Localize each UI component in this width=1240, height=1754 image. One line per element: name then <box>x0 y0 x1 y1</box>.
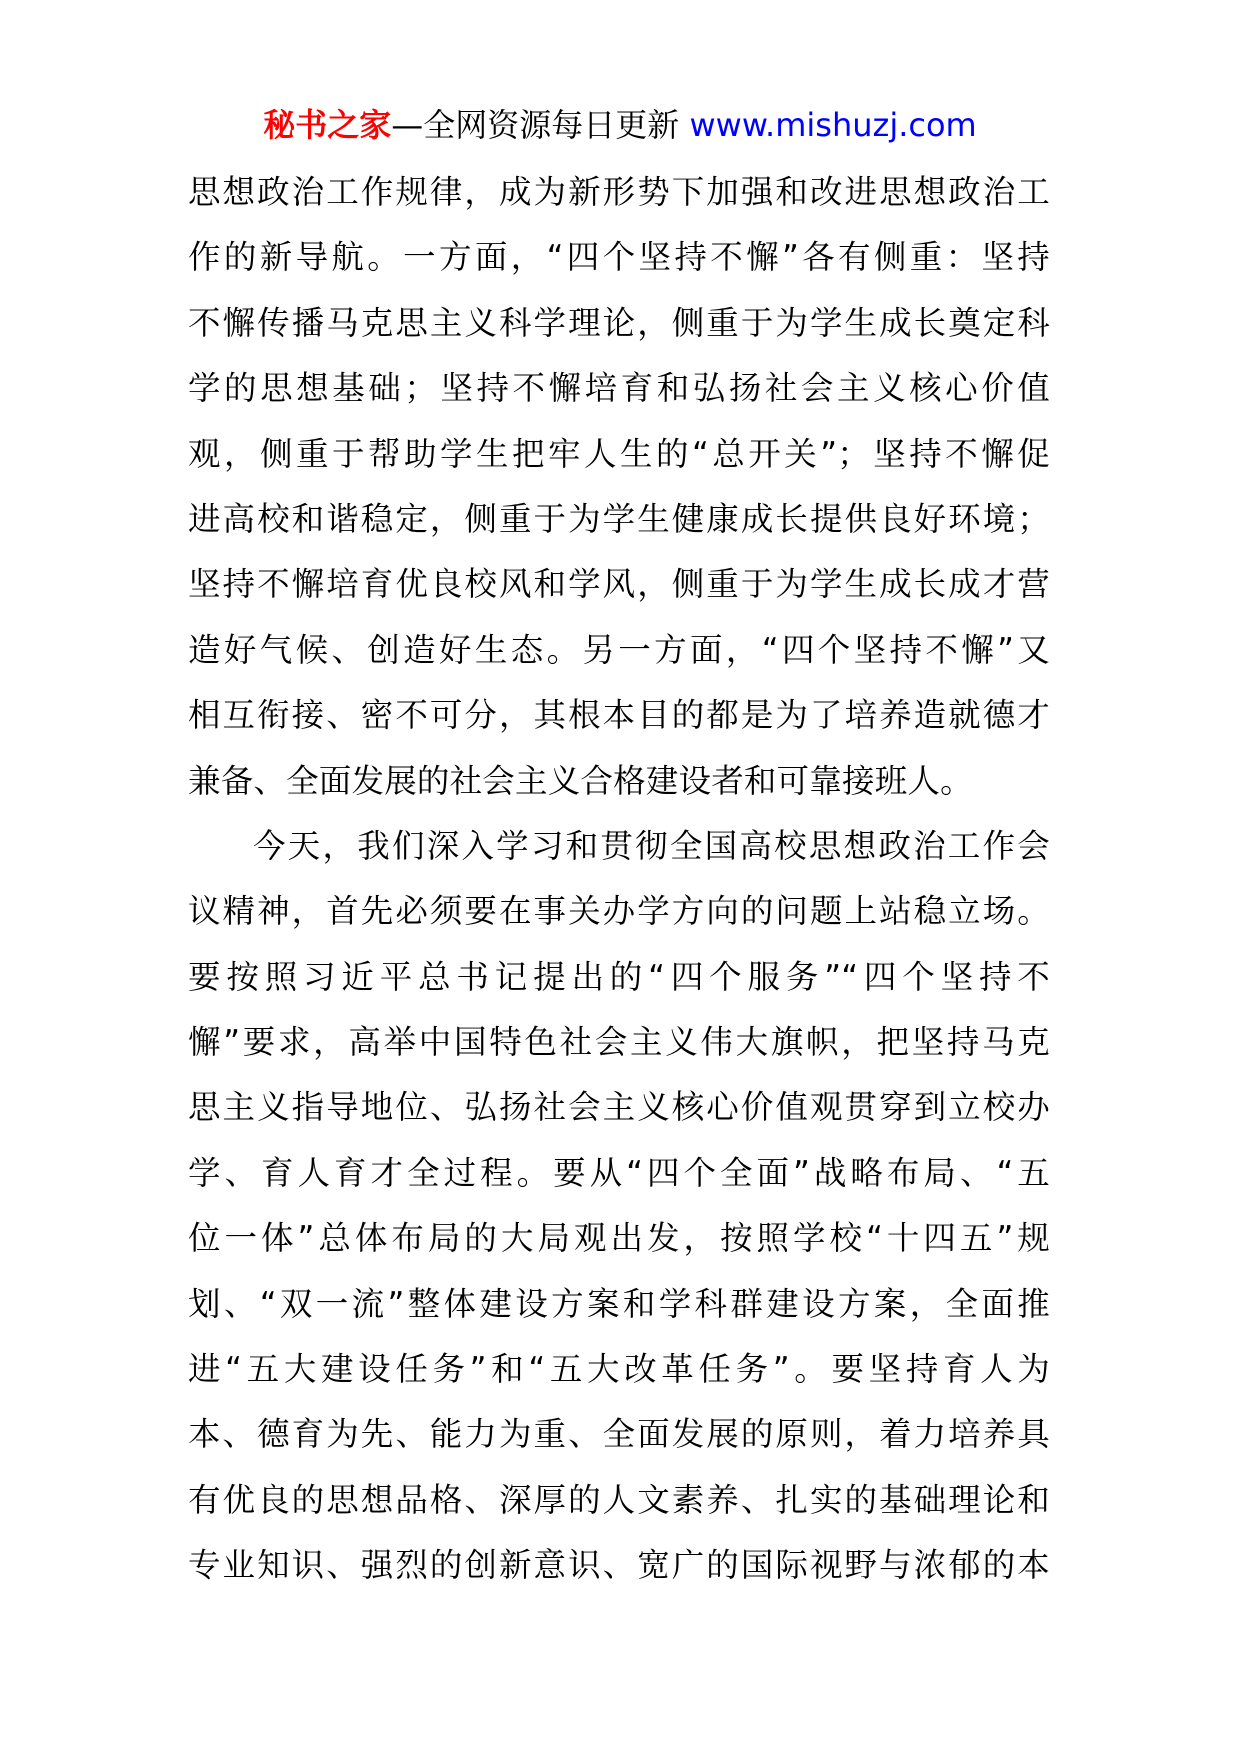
text-line: 相互衔接、密不可分，其根本目的都是为了培养造就德才 <box>188 696 1050 735</box>
text-line: 作的新导航。一方面，“四个坚持不懈”各有侧重：坚持 <box>188 238 1050 277</box>
text-line: 进高校和谐稳定，侧重于为学生健康成长提供良好环境； <box>188 499 1050 538</box>
brand-name: 秘书之家 <box>263 106 392 144</box>
text-line: 坚持不懈培育优良校风和学风，侧重于为学生成长成才营 <box>188 565 1050 604</box>
text-line: 学的思想基础；坚持不懈培育和弘扬社会主义核心价值 <box>188 369 1050 408</box>
text-line: 位一体”总体布局的大局观出发，按照学校“十四五”规 <box>188 1219 1050 1258</box>
header-tagline: —全网资源每日更新 <box>391 106 690 144</box>
text-line: 要按照习近平总书记提出的“四个服务”“四个坚持不 <box>188 957 1050 996</box>
text-line: 本、德育为先、能力为重、全面发展的原则，着力培养具 <box>188 1415 1050 1454</box>
document-body <box>188 160 1050 1599</box>
text-line: 不懈传播马克思主义科学理论，侧重于为学生成长奠定科 <box>188 303 1050 342</box>
text-line: 造好气候、创造好生态。另一方面，“四个坚持不懈”又 <box>188 630 1050 669</box>
text-line: 思主义指导地位、弘扬社会主义核心价值观贯穿到立校办 <box>188 1088 1050 1127</box>
text-line: 懈”要求，高举中国特色社会主义伟大旗帜，把坚持马克 <box>188 1023 1050 1062</box>
text-line: 学、育人育才全过程。要从“四个全面”战略布局、“五 <box>188 1153 1050 1192</box>
text-line: 进“五大建设任务”和“五大改革任务”。要坚持育人为 <box>188 1350 1050 1389</box>
text-line: 观，侧重于帮助学生把牢人生的“总开关”；坚持不懈促 <box>188 434 1050 473</box>
paragraph-first-line: 今天，我们深入学习和贯彻全国高校思想政治工作会 <box>253 826 1050 865</box>
text-line: 有优良的思想品格、深厚的人文素养、扎实的基础理论和 <box>188 1480 1050 1519</box>
text-line: 专业知识、强烈的创新意识、宽广的国际视野与浓郁的本 <box>188 1546 1050 1585</box>
text-line: 划、“双一流”整体建设方案和学科群建设方案，全面推 <box>188 1284 1050 1323</box>
text-line: 议精神，首先必须要在事关办学方向的问题上站稳立场。 <box>188 892 1050 931</box>
text-line: 兼备、全面发展的社会主义合格建设者和可靠接班人。 <box>188 761 973 800</box>
page-header <box>0 100 1240 150</box>
text-line: 思想政治工作规律，成为新形势下加强和改进思想政治工 <box>188 173 1050 211</box>
header-url-link[interactable]: www.mishuzj.com <box>689 106 977 144</box>
